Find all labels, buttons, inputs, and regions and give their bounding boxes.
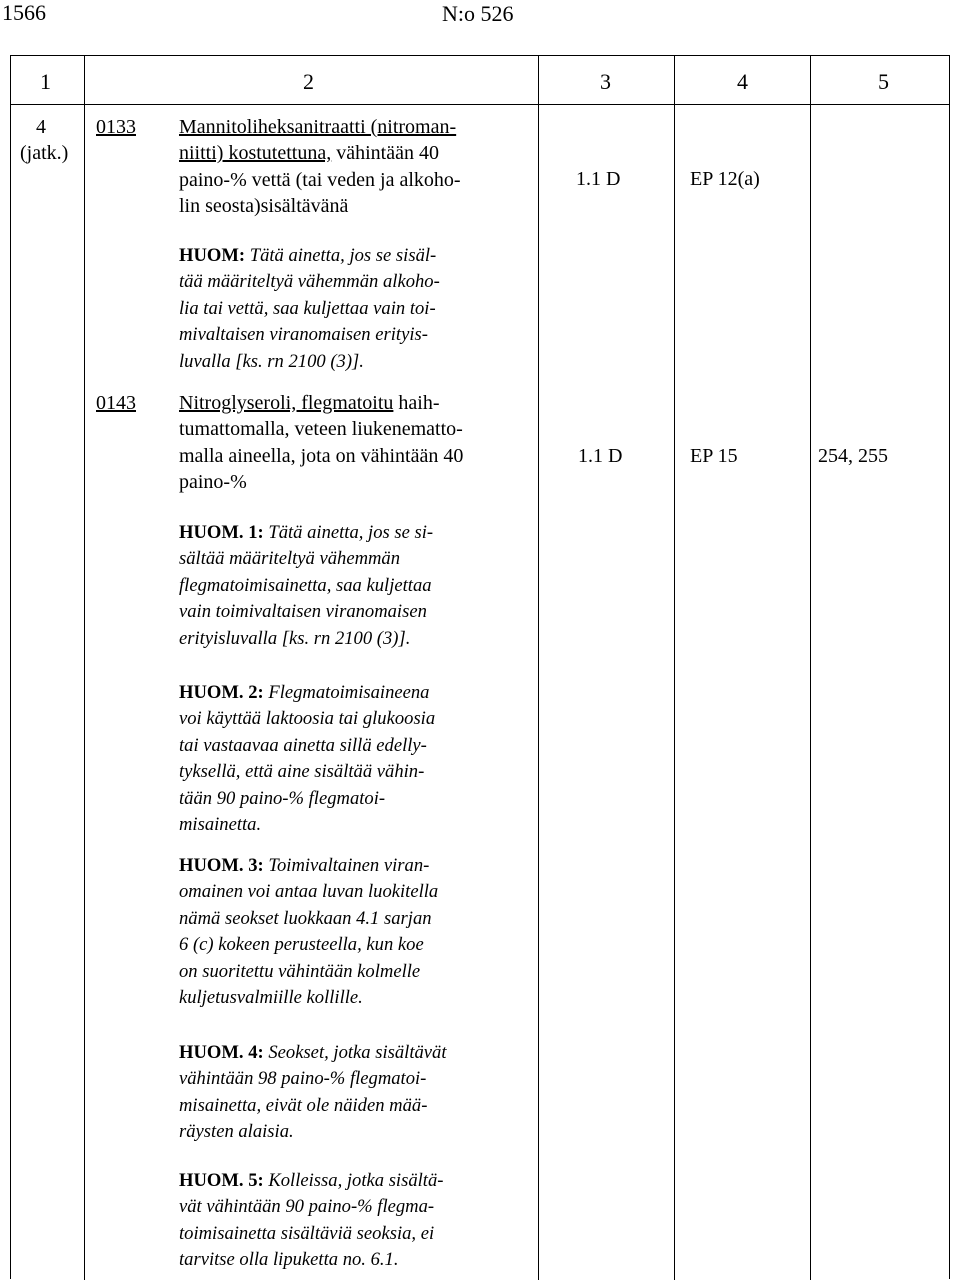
note-huom-4: HUOM. 4: Seokset, jotka sisältävät vähintään 98 paino-% flegmatoi- misainetta, eivät ole näiden mää- räysten alaisia. — [179, 1042, 447, 1143]
entry-code-0143: 0143 — [96, 392, 136, 414]
column-divider-1 — [84, 55, 85, 1280]
note-huom-2: HUOM. 2: Flegmatoimisaineena voi käyttää laktoosia tai glukoosia tai vastaavaa ainetta sillä edelly- tyksellä, että aine sisältää vähin- tään 90 paino-% flegmatoi- misainetta. — [179, 682, 436, 836]
column-header-5: 5 — [878, 69, 889, 94]
column-divider-4 — [810, 55, 811, 1280]
entry-name-0143: Nitroglyseroli, flegmatoitu haih- tumattomalla, veteen liukenematto- malla aineella, jota on vähintään 40 paino-% — [179, 392, 464, 494]
column-header-2: 2 — [303, 69, 314, 94]
entry-code-0133: 0133 — [96, 116, 136, 138]
column-header-1: 1 — [40, 69, 51, 94]
column-divider-3 — [674, 55, 675, 1280]
table-frame — [10, 55, 950, 1279]
issue-number: N:o 526 — [442, 1, 514, 26]
note-huom: HUOM: Tätä ainetta, jos se sisäl- tää määriteltyä vähemmän alkoho- lia tai vettä, saa kuljettaa vain toi- mivaltaisen viranomaisen erityis- luvalla [ks. rn 2100 (3)]. — [179, 245, 440, 372]
notes-column-0143: 254, 255 — [818, 445, 888, 467]
note-huom-5: HUOM. 5: Kolleissa, jotka sisältä- vät vähintään 90 paino-% flegma- toimisainetta sisältäviä seoksia, ei tarvitse olla lipuketta no. 6.1. — [179, 1170, 444, 1271]
class-number: 4 — [36, 116, 46, 138]
packing-0143: EP 15 — [690, 445, 738, 467]
column-divider-2 — [538, 55, 539, 1280]
packing-0133: EP 12(a) — [690, 168, 760, 190]
classification-0143: 1.1 D — [578, 445, 623, 467]
column-header-4: 4 — [737, 69, 748, 94]
note-huom-3: HUOM. 3: Toimivaltainen viran- omainen voi antaa luvan luokitella nämä seokset luokkaan 4.1 sarjan 6 (c) kokeen perusteella, kun koe on suoritettu vähintään kolmelle kuljetusvalmiille kollille. — [179, 855, 439, 1009]
column-header-3: 3 — [600, 69, 611, 94]
classification-0133: 1.1 D — [576, 168, 621, 190]
entry-name-0133: Mannitoliheksanitraatti (nitroman- niitti) kostutettuna, vähintään 40 paino-% vettä (tai veden ja alkoho- lin seosta)sisältävänä — [179, 116, 461, 218]
class-continued: (jatk.) — [20, 142, 69, 164]
page-number: 1566 — [2, 0, 46, 25]
header-divider — [10, 104, 950, 105]
note-huom-1: HUOM. 1: Tätä ainetta, jos se si- sältää määriteltyä vähemmän flegmatoimisainetta, saa kuljettaa vain toimivaltaisen viranomaisen erityisluvalla [ks. rn 2100 (3)]. — [179, 522, 434, 649]
